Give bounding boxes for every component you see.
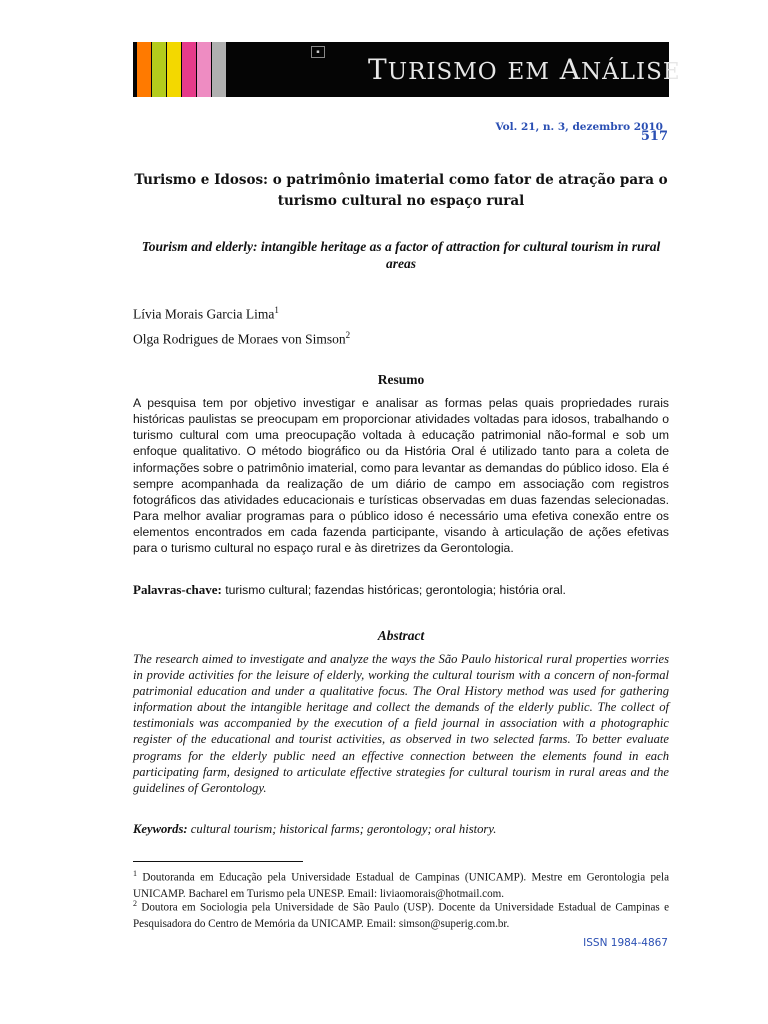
footnote: $^1$ Doutoranda em Educação pela Universidade Estadual de Campinas (UNICAMP). Mestre em Gerontologia pela UNICAMP. Bacharel em Turismo pela UNESP. Email: liviaomorais@hotmail.com.	[133, 869, 669, 900]
keywords-pt	[133, 582, 669, 598]
author-name: Olga Rodrigues de Moraes von Simson$^2$	[133, 330, 351, 347]
journal-banner	[133, 42, 681, 133]
issn-number: ISSN 1984-4867	[583, 937, 668, 949]
article-title-pt: Turismo e Idosos: o patrimônio imaterial como fator de atração para o turismo cultural no espaço rural	[134, 172, 668, 209]
journal-logo-mark: ▪	[311, 46, 325, 58]
color-stripe	[212, 42, 226, 97]
volume-info: Vol. 21, n. 3, dezembro 2010	[495, 121, 663, 133]
author-name: Lívia Morais Garcia Lima$^1$	[133, 305, 279, 322]
color-stripe	[197, 42, 211, 97]
keywords-pt-list: turismo cultural; fazendas históricas; gerontologia; história oral.	[225, 583, 566, 597]
footnote: $^2$ Doutora em Sociologia pela Universidade de São Paulo (USP). Docente da Universidade Estadual de Campinas e Pesquisadora do Centro de Memória da UNICAMP. Email: simson@superig.com.br.	[133, 899, 669, 930]
color-stripe	[182, 42, 196, 97]
abstract-heading: Abstract	[377, 628, 425, 643]
keywords-pt-label: Palavras-chave:	[133, 582, 222, 597]
article-title-en: Tourism and elderly: intangible heritage as a factor of attraction for cultural tourism in rural areas	[141, 239, 661, 271]
keywords-en	[133, 822, 669, 837]
color-stripes	[137, 42, 227, 97]
footnote-ref[interactable]: 2	[345, 330, 351, 340]
abstract-text: The research aimed to investigate and analyze the ways the São Paulo historical rural properties worries in provide activities for the leisure of elderly, working the cultural tourism with a concern of non-formal patrimonial education and under a qualitative focus. The Oral History method was used for gathering information about the intangible heritage and collect the demands of the elderly public. The collect of testimonials was accompanied by the execution of a field journal in association with a photographic register of the educational and tourist activities, as observed in two selected farms. To better evaluate programs for the elderly public need an effective connection between the elements found in each participating farm, designed to articulate effective strategies for cultural tourism in rural areas and the guidelines of Gerontology.	[133, 652, 669, 795]
color-stripe	[167, 42, 181, 97]
page-number: 517	[640, 129, 668, 144]
color-stripe	[137, 42, 151, 97]
resumo-heading: Resumo	[377, 372, 425, 387]
footnote-ref[interactable]: 1	[274, 305, 279, 315]
journal-title: TURISMO EM ANÁLISE	[368, 53, 681, 86]
footnote-divider	[133, 861, 303, 862]
keywords-en-list: cultural tourism; historical farms; gerontology; oral history.	[190, 822, 497, 836]
keywords-en-label: Keywords:	[133, 822, 188, 836]
resumo-text: A pesquisa tem por objetivo investigar e analisar as formas pelas quais propriedades rurais históricas paulistas se preocupam em proporcionar atividades voltadas para idosos, trabalhando o turismo cultural com uma preocupação voltada à educação patrimonial não-formal e sob um enfoque qualitativo. O método biográfico ou da História Oral é utilizado tanto para a coleta de informações sobre o patrimônio imaterial, como para levantar as demandas do público idoso. Ela é sempre acompanhada da realização de um diário de campo em associação com registros fotográficos das atividades educacionais e turísticas observadas em duas fazendas selecionadas. Para melhor avaliar programas para o público idoso é necessário uma efetiva conexão entre os elementos encontrados em cada fazenda participante, visando à articulação de ações efetivas para o turismo cultural no espaço rural e às diretrizes da Gerontologia.	[133, 396, 669, 556]
color-stripe	[152, 42, 166, 97]
